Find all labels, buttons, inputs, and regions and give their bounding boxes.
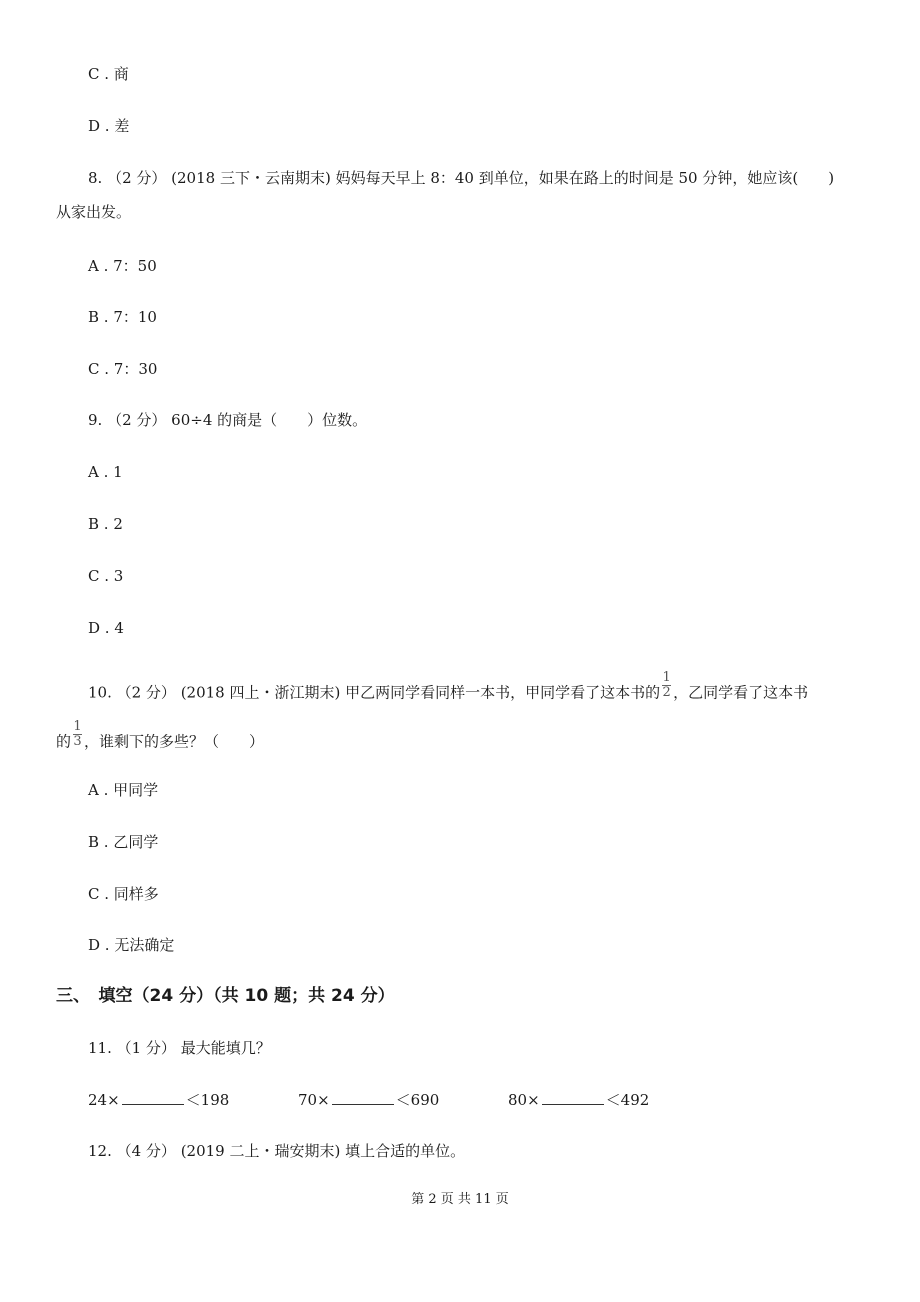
question-8-text-continued: 从家出发。 [56, 203, 132, 221]
fraction-one-third [73, 721, 82, 748]
page-footer: 第 2 页 共 11 页 [411, 1192, 509, 1207]
inequality-1-left: 24× [88, 1091, 120, 1109]
question-10-text-continued [56, 719, 265, 756]
q8-option-c: C . 7：30 [88, 360, 158, 378]
fraction-numerator: 1 [662, 670, 671, 685]
q9-option-c: C . 3 [88, 567, 124, 585]
answer-blank-3[interactable] [542, 1090, 604, 1105]
inequality-2-left: 70× [298, 1091, 330, 1109]
answer-blank-2[interactable] [332, 1090, 394, 1105]
inequality-1 [88, 1090, 229, 1110]
answer-blank-1[interactable] [122, 1090, 184, 1105]
inequality-2-right: ＜690 [395, 1091, 440, 1109]
q10-text-part2: ，乙同学看了这本书 [673, 683, 809, 702]
q10-text-part1: 10. （2 分） (2018 四上・浙江期末) 甲乙两同学看同样一本书，甲同学看了这本书的 [88, 683, 661, 702]
q10-text-part3: 的 [56, 732, 72, 751]
question-10-text [88, 670, 809, 707]
q10-option-d: D . 无法确定 [88, 936, 175, 954]
option-d: D . 差 [88, 117, 130, 135]
q10-option-b: B . 乙同学 [88, 833, 159, 851]
fraction-denominator: 2 [662, 685, 671, 700]
inequality-2 [298, 1090, 439, 1110]
q9-option-b: B . 2 [88, 515, 123, 533]
question-8-text: 8. （2 分） (2018 三下・云南期末) 妈妈每天早上 8：40 到单位，如果在路上的时间是 50 分钟，她应该( ) [88, 169, 835, 187]
q10-option-c: C . 同样多 [88, 885, 159, 903]
inequality-3 [508, 1090, 649, 1110]
q8-option-b: B . 7：10 [88, 308, 157, 326]
inequality-1-right: ＜198 [185, 1091, 230, 1109]
inequality-3-right: ＜492 [605, 1091, 650, 1109]
q9-option-a: A . 1 [88, 463, 123, 481]
fraction-one-half [662, 672, 671, 699]
q10-option-a: A . 甲同学 [88, 781, 159, 799]
fraction-denominator: 3 [73, 734, 82, 749]
question-9-text: 9. （2 分） 60÷4 的商是（ ）位数。 [88, 411, 368, 429]
q8-option-a: A . 7：50 [88, 257, 157, 275]
option-c: C . 商 [88, 65, 129, 83]
q10-text-part4: ，谁剩下的多些？（ ） [84, 732, 265, 751]
section-3-heading: 三、 填空（24 分）（共 10 题；共 24 分） [56, 986, 395, 1006]
question-12-text: 12. （4 分） (2019 二上・瑞安期末) 填上合适的单位。 [88, 1142, 466, 1160]
inequality-3-left: 80× [508, 1091, 540, 1109]
fraction-numerator: 1 [73, 719, 82, 734]
question-11-text: 11. （1 分） 最大能填几？ [88, 1039, 271, 1057]
q9-option-d: D . 4 [88, 619, 124, 637]
